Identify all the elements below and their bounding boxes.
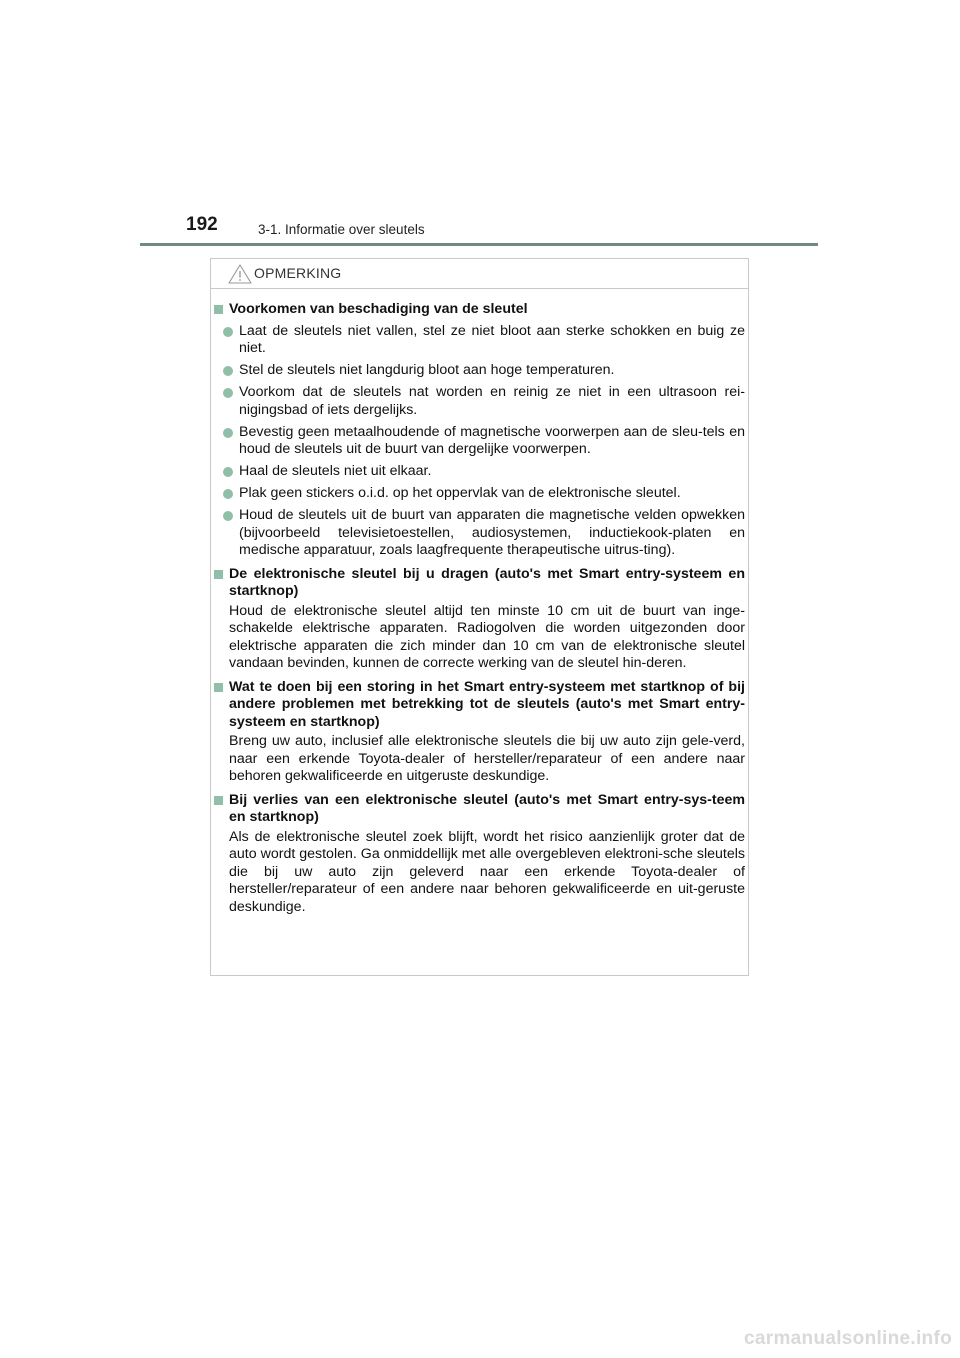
round-bullet-icon	[223, 467, 233, 477]
notice-section	[214, 566, 745, 673]
round-bullet-icon	[223, 511, 233, 521]
section-title: 3-1. Informatie over sleutels	[258, 222, 425, 237]
notice-body	[214, 301, 745, 922]
warning-triangle-icon	[228, 264, 252, 284]
list-item-text: Voorkom dat de sleutels nat worden en reinig ze niet in een ultrasoon rei-nigingsbad of iets dergelijks.	[239, 384, 745, 418]
section-heading-text: De elektronische sleutel bij u dragen (auto's met Smart entry-systeem en startknop)	[229, 565, 745, 599]
page-number: 192	[186, 214, 218, 235]
list-item	[214, 507, 745, 560]
round-bullet-icon	[223, 388, 233, 398]
list-item	[214, 485, 745, 503]
notice-section	[214, 301, 745, 560]
list-item-text: Bevestig geen metaalhoudende of magnetische voorwerpen aan de sleu-tels en houd de sleutels uit de buurt van dergelijke voorwerpen.	[239, 423, 745, 457]
section-paragraph: Breng uw auto, inclusief alle elektronische sleutels die bij uw auto zijn gele-verd, naar een erkende Toyota-dealer of hersteller/reparateur of een andere naar behoren gekwalificeerde en uitgeruste deskundige.	[229, 733, 745, 784]
watermark: carmanualsonline.info	[744, 1328, 952, 1349]
square-bullet-icon	[214, 570, 223, 579]
notice-header	[211, 259, 748, 289]
section-heading	[214, 566, 745, 601]
section-heading	[214, 679, 745, 732]
list-item	[214, 362, 745, 380]
section-paragraph: Als de elektronische sleutel zoek blijft, wordt het risico aanzienlijk groter dat de auto wordt gestolen. Ga onmiddellijk met alle overgebleven elektroni-sche sleutels die bij uw auto zijn geleverd naar een erkende Toyota-dealer of hersteller/reparateur of een andere naar behoren gekwalificeerde en uit-geruste deskundige.	[229, 828, 745, 915]
list-item-text: Houd de sleutels uit de buurt van apparaten die magnetische velden opwekken (bijvoorbeeld televisietoestellen, audiosystemen, inductiekook-platen en medische apparatuur, zoals laagfrequente therapeutische uitrus-ting).	[239, 507, 745, 558]
list-item	[214, 384, 745, 419]
notice-box	[210, 258, 749, 976]
round-bullet-icon	[223, 428, 233, 438]
section-heading	[214, 301, 745, 319]
section-paragraph: Houd de elektronische sleutel altijd ten minste 10 cm uit de buurt van inge-schakelde elektrische apparaten. Radiogolven die worden uitgezonden door elektrische apparaten die zich minder dan 10 cm van de elektronische sleutel vandaan bevinden, kunnen de correcte werking van de sleutel hin-deren.	[229, 602, 745, 671]
section-heading-text: Voorkomen van beschadiging van de sleutel	[229, 301, 528, 317]
square-bullet-icon	[214, 305, 223, 314]
notice-section	[214, 792, 745, 917]
square-bullet-icon	[214, 683, 223, 692]
list-item-text: Laat de sleutels niet vallen, stel ze niet bloot aan sterke schokken en buig ze niet.	[239, 322, 745, 356]
list-item	[214, 323, 745, 358]
section-heading-text: Wat te doen bij een storing in het Smart entry-systeem met startknop of bij andere problemen met betrekking tot de sleutels (auto's met Smart entry-systeem en startknop)	[229, 678, 745, 730]
list-item	[214, 463, 745, 481]
square-bullet-icon	[214, 796, 223, 805]
section-heading	[214, 792, 745, 827]
list-item	[214, 424, 745, 459]
round-bullet-icon	[223, 327, 233, 337]
round-bullet-icon	[223, 366, 233, 376]
round-bullet-icon	[223, 489, 233, 499]
list-item-text: Stel de sleutels niet langdurig bloot aan hoge temperaturen.	[239, 362, 615, 378]
header-rule	[140, 243, 818, 246]
notice-section	[214, 679, 745, 786]
notice-label: OPMERKING	[254, 265, 342, 281]
list-item-text: Plak geen stickers o.i.d. op het oppervlak van de elektronische sleutel.	[239, 485, 681, 501]
section-heading-text: Bij verlies van een elektronische sleutel (auto's met Smart entry-sys-teem en startknop)	[229, 791, 745, 825]
bullet-list	[214, 323, 745, 560]
list-item-text: Haal de sleutels niet uit elkaar.	[239, 463, 432, 479]
